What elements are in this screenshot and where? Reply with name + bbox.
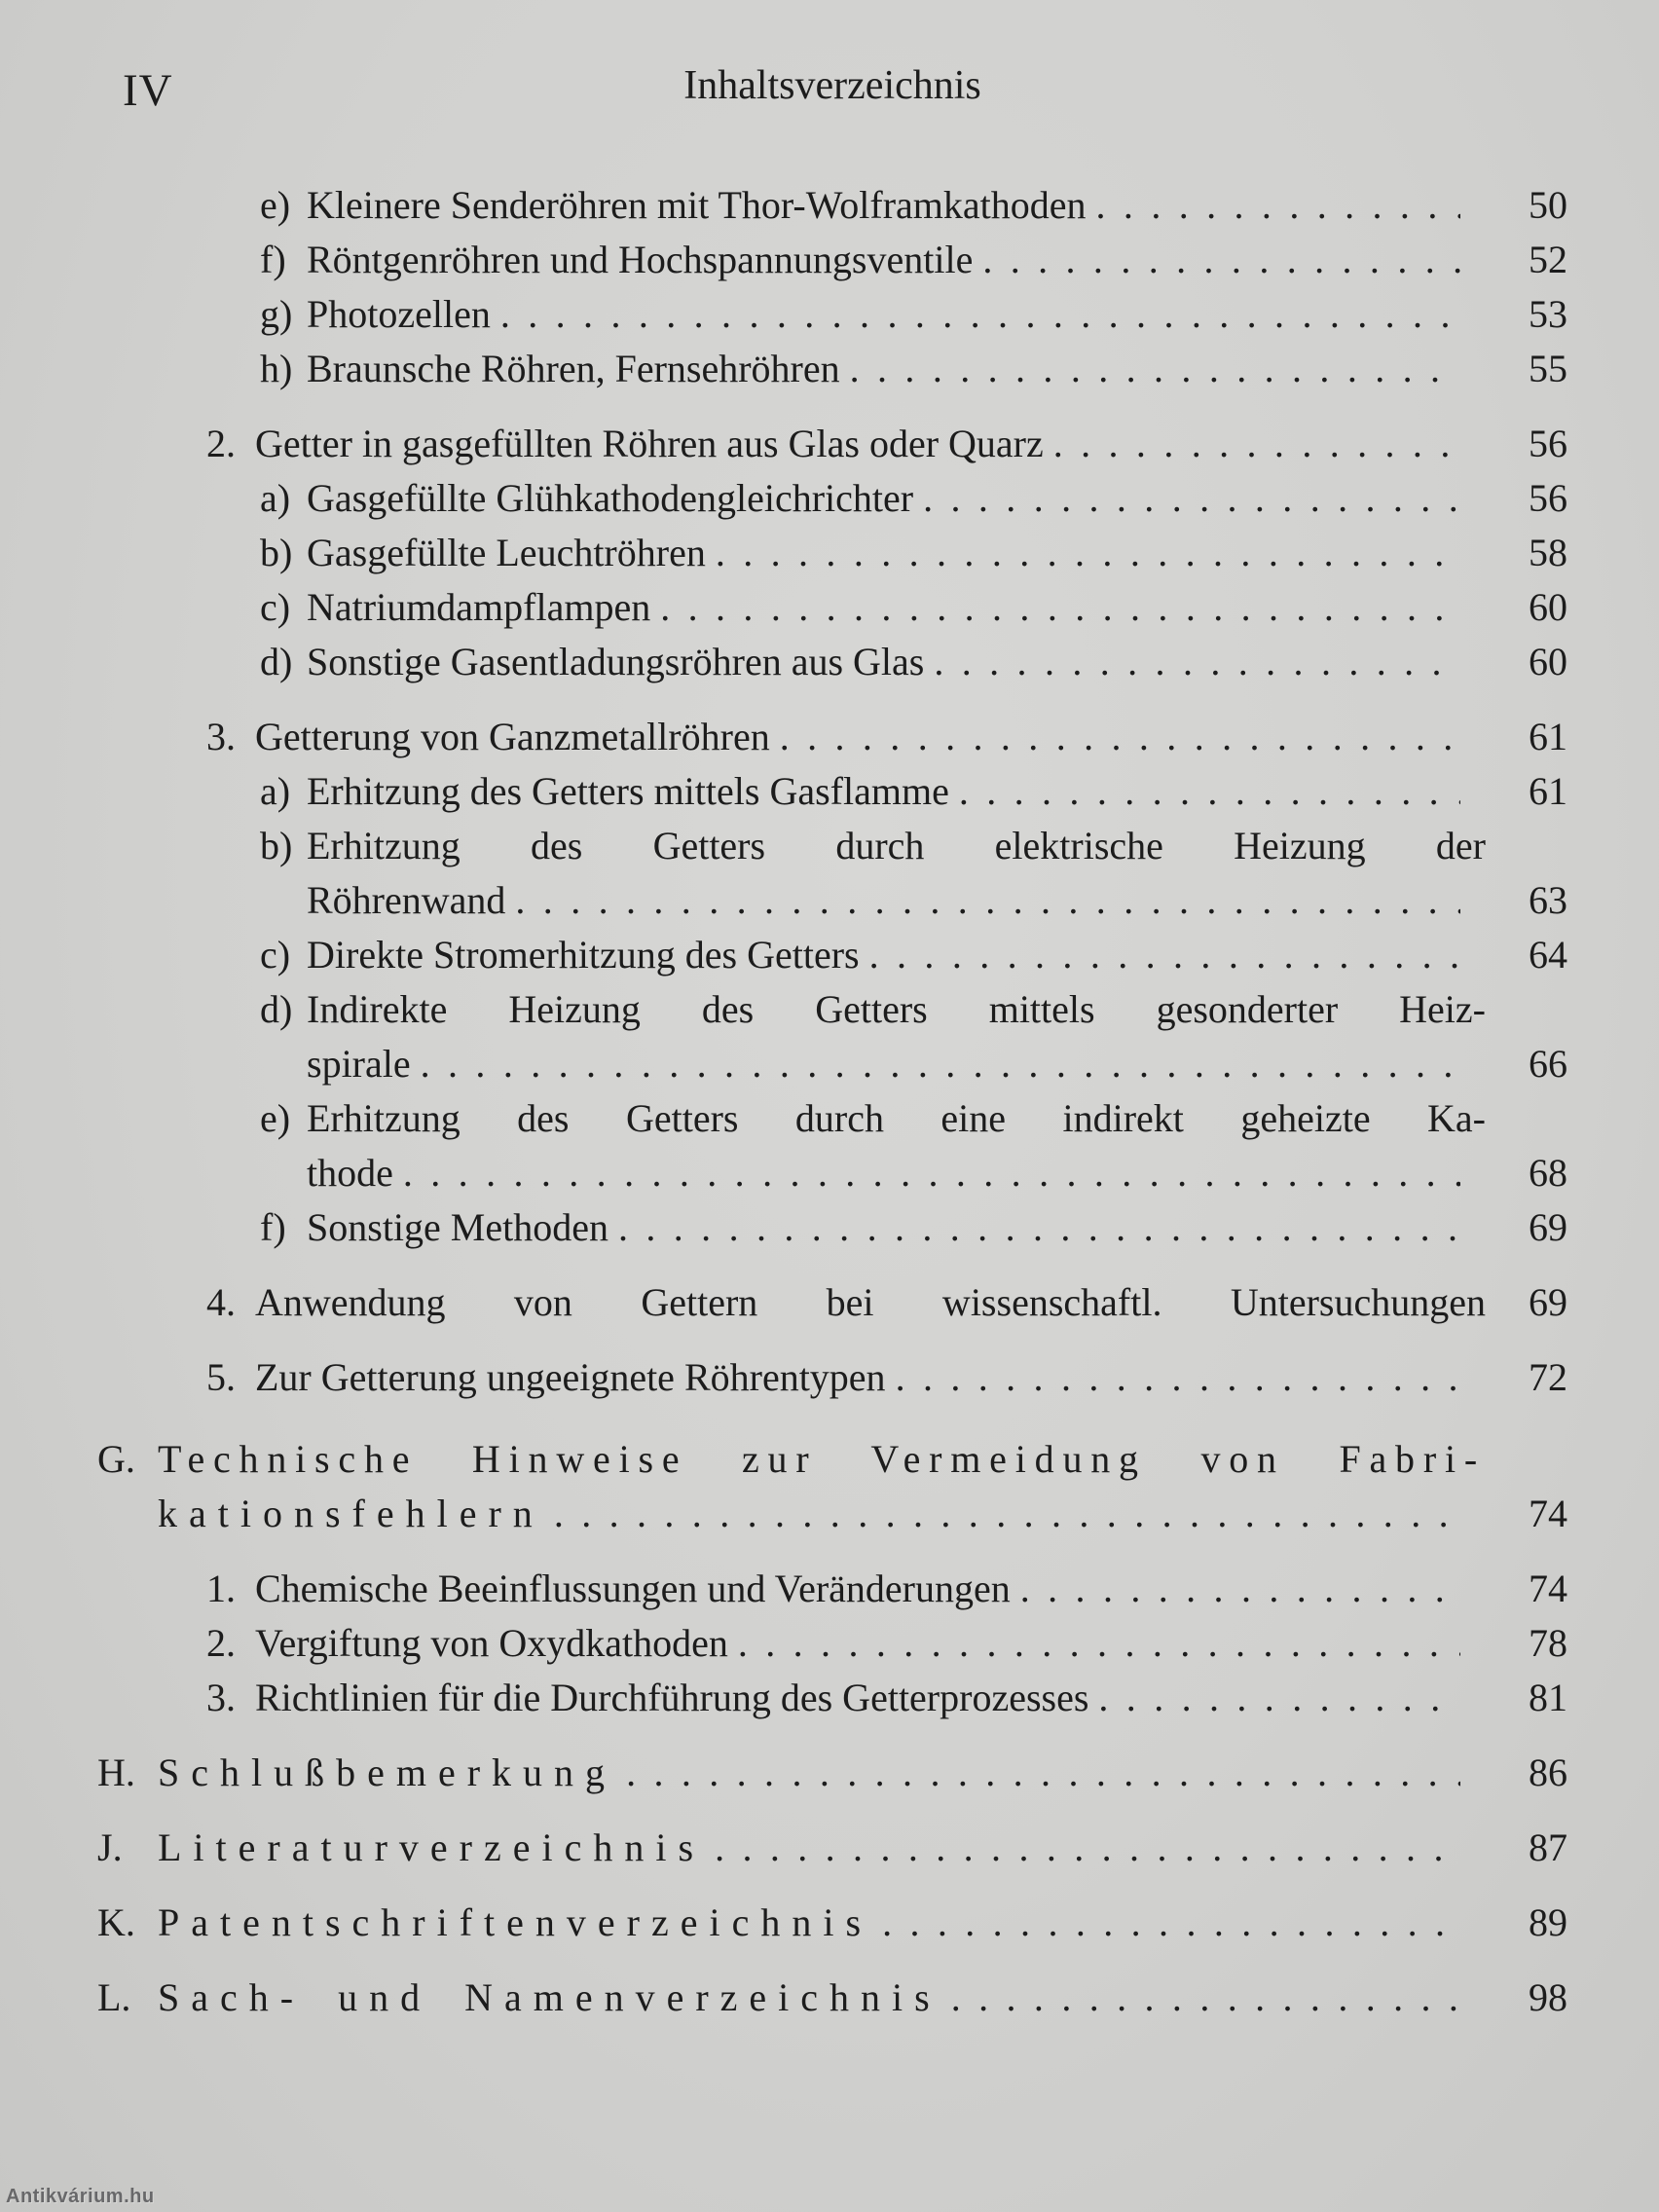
toc-row-text: Patentschriftenverzeichnis: [158, 1900, 873, 1944]
toc-row-page: 55: [1529, 347, 1567, 390]
toc-row: [97, 1671, 1567, 1725]
dot-leader: [934, 635, 1460, 689]
toc-row-text: Sonstige Gasentladungsröhren aus Glas: [307, 640, 925, 683]
toc-row-page: 61: [1529, 769, 1567, 813]
toc-row-label: c): [260, 933, 291, 977]
dot-leader: [882, 1896, 1460, 1950]
toc-row-page: 56: [1529, 422, 1567, 465]
toc-row: [97, 1562, 1567, 1616]
toc-row-text: Erhitzung des Getters durch elektrische Heizung der: [307, 824, 1486, 867]
toc-row-page: 64: [1529, 933, 1567, 977]
page-title: Inhaltsverzeichnis: [683, 63, 981, 108]
toc-row: [97, 873, 1567, 928]
toc-row-text: Vergiftung von Oxydkathoden: [255, 1621, 728, 1665]
toc-row-label: 2.: [206, 422, 236, 465]
toc-row-label: e): [260, 1096, 291, 1140]
toc-row-page: 58: [1529, 531, 1567, 574]
toc-row-text: Erhitzung des Getters durch eine indirekt geheizte Ka-: [307, 1096, 1486, 1140]
dot-leader: [869, 928, 1460, 982]
toc-row: [97, 1821, 1567, 1875]
toc-row: [97, 342, 1567, 396]
dot-leader: [850, 342, 1460, 396]
toc-row: [97, 1746, 1567, 1800]
toc-row-text: Gasgefüllte Glühkathodengleichrichter: [307, 476, 914, 520]
toc-row-page: 74: [1529, 1567, 1567, 1610]
toc-row-page: 63: [1529, 878, 1567, 922]
toc-row-page: 56: [1529, 476, 1567, 520]
toc-row-page: 87: [1529, 1825, 1567, 1869]
toc-row: [97, 1896, 1567, 1950]
toc-row: [97, 1037, 1567, 1091]
toc-row-label: f): [260, 238, 286, 281]
toc-row-label: e): [260, 183, 291, 227]
toc-row-text: thode: [307, 1151, 393, 1195]
dot-leader: [1098, 1671, 1460, 1725]
toc-row-text: Literaturverzeichnis: [158, 1825, 706, 1869]
toc-row: [97, 819, 1567, 873]
toc-row-label: 5.: [206, 1355, 236, 1399]
toc-row-text: Indirekte Heizung des Getters mittels gesonderter Heiz-: [307, 987, 1486, 1031]
toc-row-text: Anwendung von Gettern bei wissenschaftl. Untersuchungen: [255, 1280, 1486, 1324]
toc-row-label: g): [260, 292, 293, 336]
toc-row-text: Richtlinien für die Durchführung des Getterprozesses: [255, 1676, 1089, 1719]
toc-row-text: Gasgefüllte Leuchtröhren: [307, 531, 706, 574]
toc-row-label: 4.: [206, 1280, 236, 1324]
toc-row-text: Direkte Stromerhitzung des Getters: [307, 933, 860, 977]
toc-row: [97, 1146, 1567, 1200]
toc-row: [97, 1487, 1567, 1541]
toc-row-page: 78: [1529, 1621, 1567, 1665]
toc-row-page: 53: [1529, 292, 1567, 336]
toc-row-label: 3.: [206, 1676, 236, 1719]
dot-leader: [982, 233, 1460, 287]
toc-row-text: Photozellen: [307, 292, 491, 336]
toc-row-page: 61: [1529, 715, 1567, 758]
toc-row-text: Getterung von Ganzmetallröhren: [255, 715, 770, 758]
toc-row-page: 52: [1529, 238, 1567, 281]
toc-row-text: Braunsche Röhren, Fernsehröhren: [307, 347, 840, 390]
toc: [97, 178, 1567, 2025]
toc-row-page: 69: [1529, 1280, 1567, 1324]
dot-leader: [500, 287, 1460, 342]
toc-row-page: 60: [1529, 640, 1567, 683]
toc-row-page: 86: [1529, 1751, 1567, 1794]
toc-row: [97, 580, 1567, 635]
toc-row-page: 68: [1529, 1151, 1567, 1195]
toc-row: [97, 233, 1567, 287]
toc-row: [97, 635, 1567, 689]
toc-row: [97, 1432, 1567, 1487]
toc-row-text: Chemische Beeinflussungen und Veränderungen: [255, 1567, 1011, 1610]
toc-row-label: 3.: [206, 715, 236, 758]
dot-leader: [626, 1746, 1460, 1800]
toc-row-label: 2.: [206, 1621, 236, 1665]
toc-row-text: Sonstige Methoden: [307, 1205, 608, 1249]
toc-row-page: 89: [1529, 1900, 1567, 1944]
toc-row-text: Zur Getterung ungeeignete Röhrentypen: [255, 1355, 886, 1399]
toc-row: [97, 526, 1567, 580]
toc-row-label: H.: [97, 1751, 135, 1794]
toc-row-label: 1.: [206, 1567, 236, 1610]
page-header: [97, 62, 1567, 125]
toc-row-label: G.: [97, 1437, 135, 1481]
toc-row: [97, 1091, 1567, 1146]
toc-row-page: 74: [1529, 1492, 1567, 1535]
toc-row-text: Erhitzung des Getters mittels Gasflamme: [307, 769, 949, 813]
watermark: Antikvárium.hu: [6, 2186, 155, 2207]
dot-leader: [896, 1350, 1460, 1405]
toc-row-text: Schlußbemerkung: [158, 1751, 617, 1794]
toc-row-page: 60: [1529, 585, 1567, 629]
toc-row-text: Getter in gasgefüllten Röhren aus Glas oder Quarz: [255, 422, 1044, 465]
toc-row-page: 72: [1529, 1355, 1567, 1399]
toc-row-page: 69: [1529, 1205, 1567, 1249]
toc-row-page: 81: [1529, 1676, 1567, 1719]
toc-row-label: f): [260, 1205, 286, 1249]
toc-row: [97, 1971, 1567, 2025]
toc-row-label: d): [260, 987, 293, 1031]
dot-leader: [403, 1146, 1460, 1200]
toc-row: [97, 764, 1567, 819]
toc-row-page: 98: [1529, 1975, 1567, 2019]
toc-row-text: Röntgenröhren und Hochspannungsventile: [307, 238, 974, 281]
toc-row: [97, 982, 1567, 1037]
page-folio: IV: [123, 65, 173, 116]
toc-row-text: Technische Hinweise zur Vermeidung von Fabri-: [158, 1437, 1486, 1481]
dot-leader: [923, 471, 1460, 526]
toc-row-label: K.: [97, 1900, 135, 1944]
toc-row: [97, 928, 1567, 982]
toc-row: [97, 417, 1567, 471]
toc-row-label: L.: [97, 1975, 131, 2019]
dot-leader: [738, 1616, 1460, 1671]
toc-row: [97, 710, 1567, 764]
toc-row-text: Sach- und Namenverzeichnis: [158, 1975, 941, 2019]
toc-row-page: 50: [1529, 183, 1567, 227]
dot-leader: [959, 764, 1460, 819]
toc-row-label: b): [260, 824, 293, 867]
toc-row-text: kationsfehlern: [158, 1492, 544, 1535]
toc-row-label: b): [260, 531, 293, 574]
toc-row-label: a): [260, 476, 291, 520]
dot-leader: [660, 580, 1460, 635]
toc-row: [97, 178, 1567, 233]
toc-row-text: Röhrenwand: [307, 878, 506, 922]
toc-row-label: a): [260, 769, 291, 813]
toc-row-text: Kleinere Senderöhren mit Thor-Wolframkathoden: [307, 183, 1087, 227]
toc-row: [97, 287, 1567, 342]
dot-leader: [951, 1971, 1460, 2025]
dot-leader: [554, 1487, 1460, 1541]
dot-leader: [421, 1037, 1460, 1091]
toc-row-label: h): [260, 347, 293, 390]
toc-row: [97, 1616, 1567, 1671]
dot-leader: [715, 1821, 1460, 1875]
toc-row: [97, 1200, 1567, 1255]
dot-leader: [515, 873, 1460, 928]
toc-row: [97, 1275, 1567, 1330]
toc-row-label: d): [260, 640, 293, 683]
dot-leader: [1020, 1562, 1460, 1616]
dot-leader: [618, 1200, 1460, 1255]
toc-row-label: J.: [97, 1825, 123, 1869]
dot-leader: [1096, 178, 1460, 233]
toc-row: [97, 1350, 1567, 1405]
toc-row-text: spirale: [307, 1042, 411, 1086]
toc-row-label: c): [260, 585, 291, 629]
toc-row: [97, 471, 1567, 526]
dot-leader: [1053, 417, 1460, 471]
dot-leader: [780, 710, 1460, 764]
toc-row-page: 66: [1529, 1042, 1567, 1086]
dot-leader: [716, 526, 1460, 580]
toc-row-text: Natriumdampflampen: [307, 585, 651, 629]
